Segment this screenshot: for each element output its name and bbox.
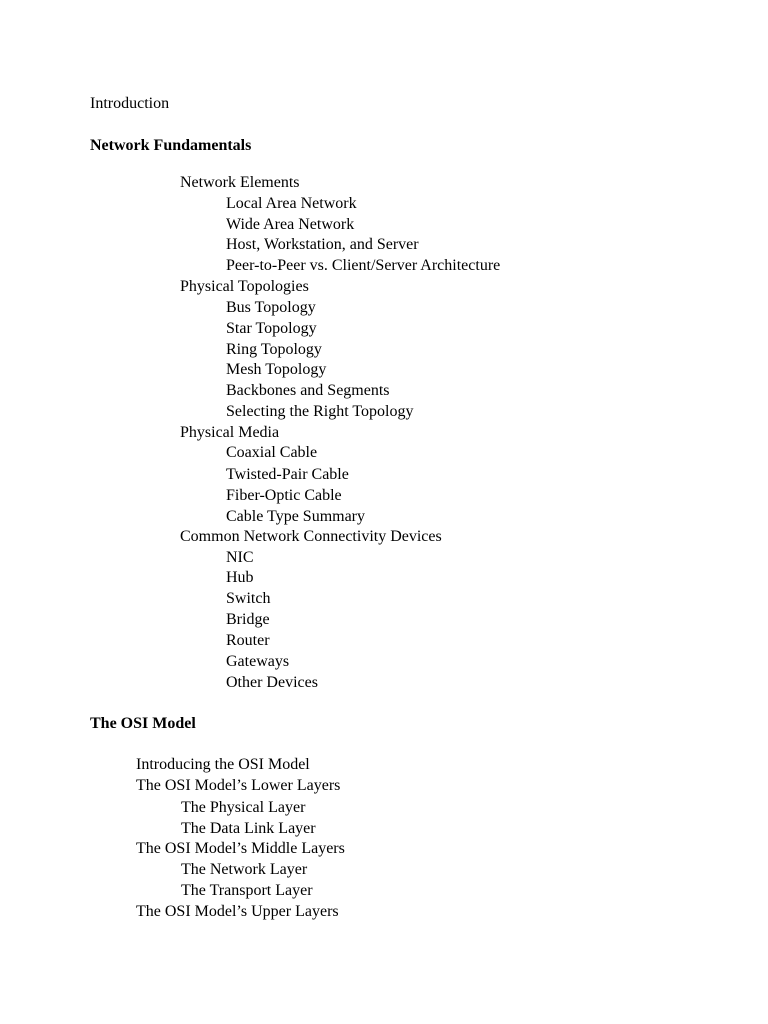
toc-item: Backbones and Segments <box>226 382 390 399</box>
toc-osi-upper-layers: The OSI Model’s Upper Layers <box>136 903 339 920</box>
toc-item: Fiber-Optic Cable <box>226 487 342 504</box>
toc-item: Selecting the Right Topology <box>226 403 414 420</box>
toc-connectivity-devices: Common Network Connectivity Devices <box>180 528 442 545</box>
toc-item: Host, Workstation, and Server <box>226 236 419 253</box>
toc-introducing-osi: Introducing the OSI Model <box>136 756 310 773</box>
toc-item: Hub <box>226 569 254 586</box>
toc-item: Wide Area Network <box>226 216 355 233</box>
toc-item: Cable Type Summary <box>226 508 366 525</box>
toc-item: Twisted-Pair Cable <box>226 466 349 483</box>
toc-item: The Transport Layer <box>181 882 313 899</box>
toc-item: Peer-to-Peer vs. Client/Server Architecture <box>226 257 501 274</box>
toc-physical-media: Physical Media <box>180 424 280 441</box>
section-heading-osi-model: The OSI Model <box>90 715 196 732</box>
section-heading-network-fundamentals: Network Fundamentals <box>90 137 252 154</box>
toc-item: Bus Topology <box>226 299 316 316</box>
toc-network-elements: Network Elements <box>180 174 300 191</box>
toc-item: Switch <box>226 590 271 607</box>
toc-item: The Network Layer <box>181 861 308 878</box>
toc-item: Bridge <box>226 611 270 628</box>
toc-item: NIC <box>226 549 254 566</box>
toc-osi-lower-layers: The OSI Model’s Lower Layers <box>136 777 341 794</box>
toc-item: Local Area Network <box>226 195 357 212</box>
toc-item: Other Devices <box>226 674 318 691</box>
toc-item: The Data Link Layer <box>181 820 316 837</box>
toc-item: Gateways <box>226 653 290 670</box>
toc-osi-middle-layers: The OSI Model’s Middle Layers <box>136 840 345 857</box>
toc-item: Mesh Topology <box>226 361 327 378</box>
toc-introduction: Introduction <box>90 95 170 112</box>
toc-item: The Physical Layer <box>181 799 306 816</box>
toc-physical-topologies: Physical Topologies <box>180 278 309 295</box>
toc-item: Star Topology <box>226 320 317 337</box>
toc-item: Ring Topology <box>226 341 322 358</box>
toc-item: Coaxial Cable <box>226 444 318 461</box>
toc-item: Router <box>226 632 270 649</box>
